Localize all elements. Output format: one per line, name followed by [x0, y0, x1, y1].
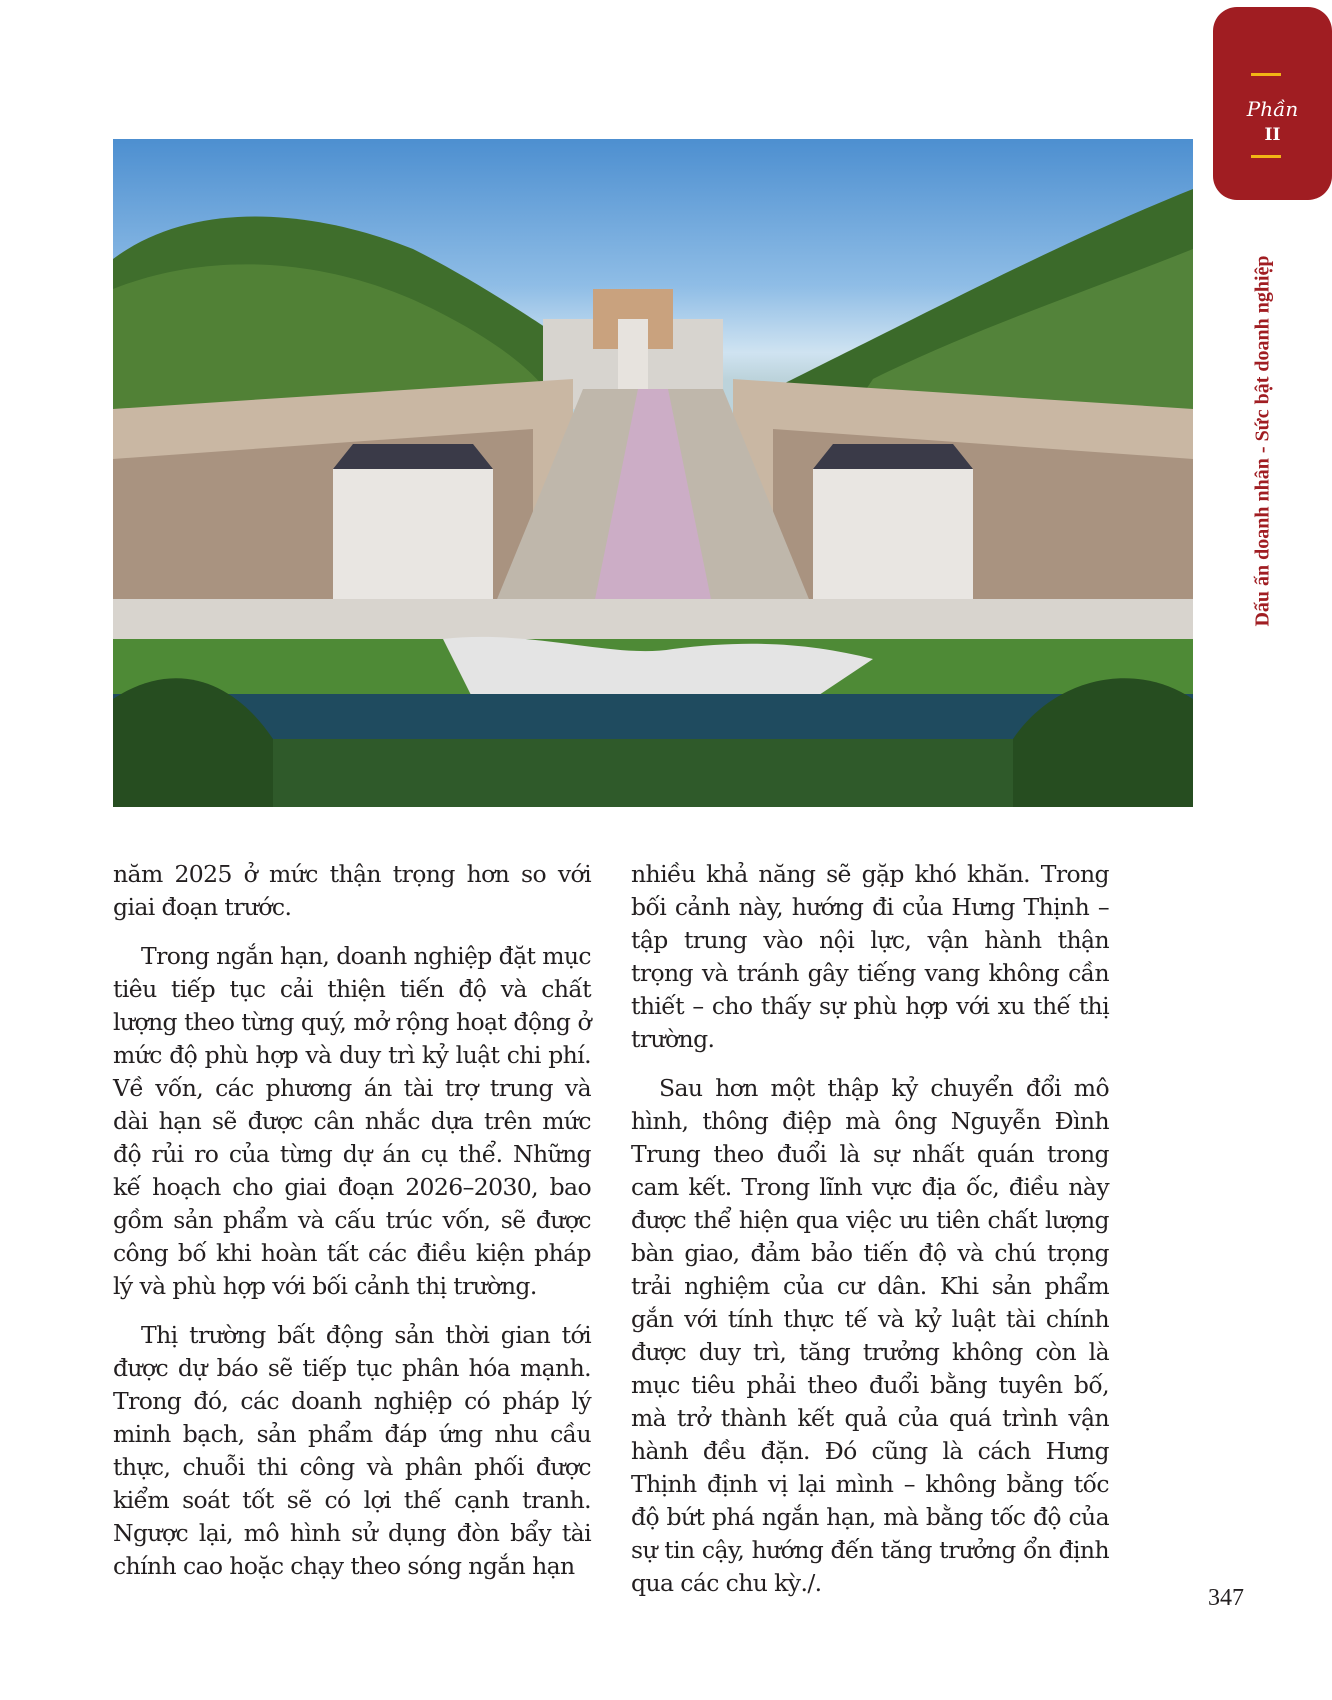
- part-number: II: [1264, 125, 1281, 145]
- part-label: Phần: [1246, 97, 1299, 121]
- paragraph: Trong ngắn hạn, doanh nghiệp đặt mục tiêu tiếp tục cải thiện tiến độ và chất lượng theo từng quý, mở rộng hoạt động ở mức độ phù hợp và duy trì kỷ luật chi phí. Về vốn, các phương án tài trợ trung và dài hạn sẽ được cân nhắc dựa trên mức độ rủi ro của từng dự án cụ thể. Những kế hoạch cho giai đoạn 2026–2030, bao gồm sản phẩm và cấu trúc vốn, sẽ được công bố khi hoàn tất các điều kiện pháp lý và phù hợp với bối cảnh thị trường.: [113, 942, 591, 1300]
- paragraph: Sau hơn một thập kỷ chuyển đổi mô hình, thông điệp mà ông Nguyễn Đình Trung theo đuổi là sự nhất quán trong cam kết. Trong lĩnh vực địa ốc, điều này được thể hiện qua việc ưu tiên chất lượng bàn giao, đảm bảo tiến độ và chú trọng trải nghiệm của cư dân. Khi sản phẩm gắn với tính thực tế và kỷ luật tài chính được duy trì, tăng trưởng không còn là mục tiêu phải theo đuổi bằng tuyên bố, mà trở thành kết quả của quá trình vận hành đều đặn. Đó cũng là cách Hưng Thịnh định vị lại mình – không bằng tốc độ bứt phá ngắn hạn, mà bằng tốc độ của sự tin cậy, hướng đến tăng trưởng ổn định qua các chu kỳ./.: [631, 1074, 1109, 1597]
- section-title: Dấu ấn doanh nhân - Sức bật doanh nghiệp: [1251, 254, 1274, 627]
- paragraph: Thị trường bất động sản thời gian tới được dự báo sẽ tiếp tục phân hóa mạnh. Trong đó, các doanh nghiệp có pháp lý minh bạch, sản phẩm đáp ứng nhu cầu thực, chuỗi thi công và phân phối được kiểm soát tốt sẽ có lợi thế cạnh tranh. Ngược lại, mô hình sử dụng đòn bẩy tài chính cao hoặc chạy theo sóng ngắn hạn: [113, 1321, 591, 1580]
- divider: [1251, 73, 1281, 76]
- divider: [1251, 155, 1281, 158]
- left-text-column: [113, 858, 591, 1599]
- paragraph: năm 2025 ở mức thận trọng hơn so với giai đoạn trước.: [113, 860, 591, 921]
- resort-rendering-photo: [113, 139, 1193, 807]
- page-number: 347: [1208, 1585, 1244, 1611]
- right-text-column: [631, 858, 1109, 1616]
- paragraph: nhiều khả năng sẽ gặp khó khăn. Trong bối cảnh này, hướng đi của Hưng Thịnh – tập trung vào nội lực, vận hành thận trọng và tránh gây tiếng vang không cần thiết – cho thấy sự phù hợp với xu thế thị trường.: [631, 860, 1109, 1053]
- part-tab: [1213, 7, 1332, 200]
